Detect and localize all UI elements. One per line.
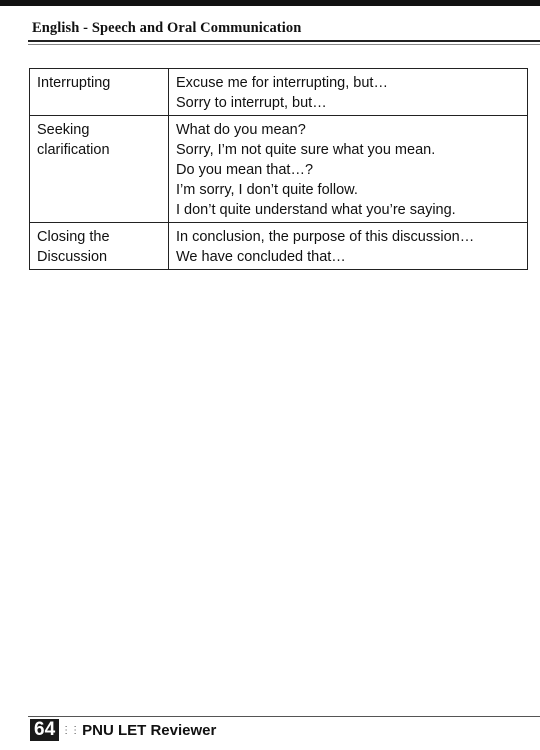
dots-ornament: ⋮⋮: [61, 724, 80, 736]
table-row: [30, 223, 528, 270]
example-phrase: We have concluded that…: [176, 249, 346, 265]
top-rule: [0, 0, 540, 6]
book-title: PNU LET Reviewer: [82, 721, 217, 739]
examples-cell: [169, 69, 528, 116]
phrases-table: [29, 68, 528, 270]
example-phrase: I’m sorry, I don’t quite follow.: [176, 182, 358, 198]
category-label: Discussion: [37, 249, 108, 265]
examples-cell: [169, 116, 528, 223]
page-number: 64: [30, 719, 59, 741]
table-row: [30, 69, 528, 116]
category-label: Closing the: [37, 229, 110, 245]
example-phrase: Sorry, I’m not quite sure what you mean.: [176, 142, 436, 158]
example-phrase: Excuse me for interrupting, but…: [176, 75, 388, 91]
example-phrase: In conclusion, the purpose of this discussion…: [176, 229, 475, 245]
header-rule: [28, 40, 540, 42]
category-cell: [30, 116, 169, 223]
category-label: Seeking: [37, 122, 90, 138]
example-phrase: I don’t quite understand what you’re saying.: [176, 202, 456, 218]
footer-rule: [28, 716, 540, 717]
table-row: [30, 116, 528, 223]
example-phrase: Do you mean that…?: [176, 162, 314, 178]
example-phrase: What do you mean?: [176, 122, 306, 138]
header-rule-thin: [28, 44, 540, 45]
page-header: English - Speech and Oral Communication: [32, 20, 302, 36]
category-cell: [30, 69, 169, 116]
example-phrase: Sorry to interrupt, but…: [176, 95, 327, 111]
category-cell: [30, 223, 169, 270]
category-label: Interrupting: [37, 75, 111, 91]
category-label: clarification: [37, 142, 110, 158]
examples-cell: [169, 223, 528, 270]
page-footer: [30, 719, 216, 741]
